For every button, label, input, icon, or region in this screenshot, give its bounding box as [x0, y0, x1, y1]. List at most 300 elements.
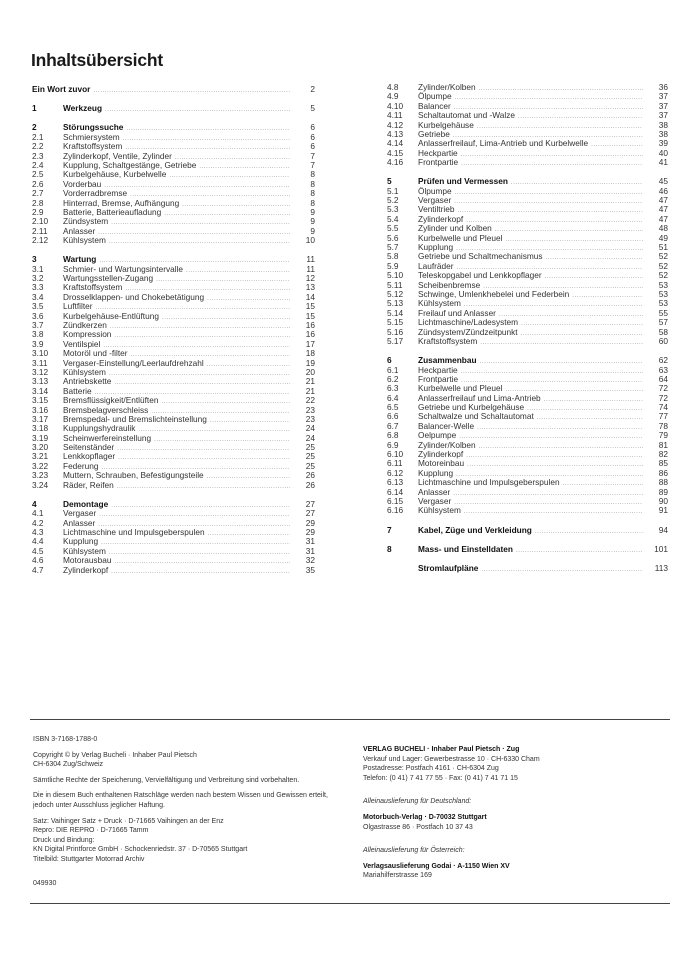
toc-entry-title: Zylinder/Kolben — [418, 82, 476, 92]
toc-entry-number: 6.14 — [387, 486, 404, 497]
toc-entry-page: 39 — [658, 138, 668, 149]
toc-entry-page: 101 — [654, 543, 668, 554]
toc-entry-number: 5.2 — [387, 195, 399, 206]
toc-entry-number: 6.12 — [387, 467, 404, 478]
toc-entry-title: Kraftstoffsystem — [63, 141, 123, 152]
toc-entry[interactable] — [32, 566, 315, 575]
toc-entry-title: Laufräder — [418, 260, 454, 271]
toc-entry[interactable] — [32, 481, 315, 490]
toc-entry-number: 1 — [32, 103, 37, 114]
toc-entry-number: 5.4 — [387, 213, 399, 224]
toc-entry-number: 2.1 — [32, 131, 44, 142]
toc-entry-page: 15 — [305, 301, 315, 312]
toc-entry-page: 31 — [305, 536, 315, 547]
toc-entry-title: Stromlaufpläne — [418, 562, 479, 573]
toc-entry[interactable] — [32, 85, 315, 94]
leader-dots — [461, 160, 643, 169]
toc-entry-page: 14 — [305, 291, 315, 302]
toc-entry-number: 6.4 — [387, 392, 399, 403]
toc-entry-number: 4.9 — [387, 91, 399, 102]
toc-entry-page: 31 — [305, 545, 315, 556]
toc-entry-number: 4.10 — [387, 100, 404, 111]
toc-entry-title: Kabel, Züge und Verkleidung — [418, 524, 532, 535]
toc-entry-number: 3.18 — [32, 423, 49, 434]
toc-entry-page: 52 — [658, 270, 668, 281]
leader-dots — [123, 135, 290, 144]
toc-section — [387, 83, 668, 168]
toc-entry-page: 52 — [658, 251, 668, 262]
cover-credit: Titelbild: Stuttgarter Motorrad Archiv — [33, 855, 145, 863]
toc-entry-page: 6 — [310, 141, 315, 152]
toc-entry-page: 10 — [305, 235, 315, 246]
toc-entry-number: 2.6 — [32, 178, 44, 189]
toc-entry-number: 2.3 — [32, 150, 44, 161]
toc-entry-page: 22 — [305, 395, 315, 406]
toc-entry-title: Motoreinbau — [418, 458, 465, 469]
toc-entry-page: 89 — [658, 486, 668, 497]
toc-entry-number: 3.12 — [32, 366, 49, 377]
toc-section — [387, 356, 668, 516]
leader-dots — [480, 358, 643, 367]
toc-entry-title: Schaltautomat und -Walze — [418, 110, 515, 121]
toc-entry-title: Anlasser — [418, 486, 451, 497]
toc-entry-title: Kurbelwelle und Pleuel — [418, 232, 503, 243]
toc-entry-page: 94 — [658, 524, 668, 535]
toc-right-column — [387, 83, 668, 583]
toc-entry-title: Kraftstoffsystem — [418, 335, 478, 346]
toc-entry-number: 6.11 — [387, 458, 403, 469]
leader-dots — [114, 558, 290, 567]
toc-entry-title: Federung — [63, 460, 99, 471]
toc-entry-number: 3.22 — [32, 460, 49, 471]
toc-entry-number: 5.10 — [387, 270, 404, 281]
toc-entry-page: 36 — [658, 82, 668, 92]
toc-entry-page: 72 — [658, 383, 668, 394]
toc-entry-title: Hinterrad, Bremse, Aufhängung — [63, 197, 180, 208]
toc-entry-title: Frontpartie — [418, 157, 459, 168]
leader-dots — [499, 311, 643, 320]
toc-entry-title: Getriebe und Kurbelgehäuse — [418, 402, 525, 413]
toc-entry-number: 2.12 — [32, 235, 49, 246]
toc-entry-title: Ölpumpe — [418, 185, 452, 196]
leader-dots — [114, 379, 290, 388]
toc-entry-title: Schwinge, Umlenkhebelei und Federbein — [418, 289, 570, 299]
toc-entry-number: 6.15 — [387, 496, 404, 506]
toc-entry-number: 3.15 — [32, 395, 49, 406]
leader-dots — [518, 113, 643, 122]
toc-entry-page: 58 — [658, 326, 668, 337]
toc-entry-page: 35 — [305, 564, 315, 575]
toc-entry-number: 4.6 — [32, 555, 44, 566]
leader-dots — [98, 229, 290, 238]
toc-entry-page: 13 — [305, 282, 315, 293]
leader-dots — [105, 106, 290, 115]
toc-entry-title: Zündkerzen — [63, 319, 107, 330]
toc-entry-page: 47 — [658, 213, 668, 224]
toc-entry-number: 6.6 — [387, 411, 399, 422]
toc-entry[interactable] — [32, 104, 315, 113]
toc-entry-number: 3 — [32, 254, 37, 265]
toc-entry-page: 25 — [305, 442, 315, 453]
toc-entry-number: 2.10 — [32, 216, 49, 227]
toc-entry-page: 37 — [658, 110, 668, 121]
toc-entry-page: 6 — [310, 122, 315, 133]
toc-section — [387, 545, 668, 554]
toc-entry-page: 88 — [658, 477, 668, 488]
toc-left-column — [32, 85, 315, 585]
leader-dots — [126, 125, 290, 134]
toc-entry-page: 86 — [658, 467, 668, 478]
toc-entry-number: 3.10 — [32, 348, 49, 359]
toc-entry-page: 38 — [658, 119, 668, 130]
toc-entry-page: 27 — [305, 498, 315, 509]
toc-entry-page: 90 — [658, 496, 668, 506]
toc-entry-title: Vorderbau — [63, 178, 102, 189]
toc-entry-page: 37 — [658, 91, 668, 102]
toc-entry-title: Vergaser — [418, 496, 452, 506]
toc-entry-title: Motoröl und -filter — [63, 348, 128, 359]
leader-dots — [467, 461, 643, 470]
toc-entry-page: 72 — [658, 392, 668, 403]
toc-entry-title: Werkzeug — [63, 103, 103, 114]
toc-entry-title: Kühlsystem — [63, 545, 106, 556]
leader-dots — [477, 123, 643, 132]
toc-entry-title: Schmier- und Wartungsintervalle — [63, 263, 184, 274]
leader-dots — [164, 210, 290, 219]
toc-entry-page: 29 — [305, 526, 315, 537]
printer: KN Digital Printforce GmbH · Schockenriedstr. 37 · D-70565 Stuttgart — [33, 846, 248, 854]
publisher-name: VERLAG BUCHELI · Inhaber Paul Pietsch · Zug — [363, 746, 520, 753]
toc-entry-number: 6.5 — [387, 402, 399, 413]
toc-entry-number: 3.4 — [32, 291, 44, 302]
toc-entry-title: Kurbelgehäuse — [418, 119, 474, 130]
toc-entry-page: 47 — [658, 204, 668, 215]
toc-entry-title: Demontage — [63, 498, 109, 509]
leader-dots — [521, 330, 643, 339]
toc-entry-title: Zylinderkopf — [418, 213, 464, 224]
toc-entry-number: 5.1 — [387, 185, 399, 196]
toc-entry-number: 3.9 — [32, 338, 44, 349]
toc-entry-title: Batterie — [63, 385, 92, 396]
toc-entry-title: Kupplung — [418, 467, 454, 478]
toc-entry-page: 29 — [305, 517, 315, 528]
toc-entry-number: 5.5 — [387, 223, 399, 234]
toc-entry-number: 8 — [387, 543, 392, 554]
toc-entry-title: Oelpumpe — [418, 430, 457, 441]
toc-entry-number: 2.11 — [32, 225, 48, 236]
toc-entry-title: Kraftstoffsystem — [63, 282, 123, 293]
toc-entry-title: Lichtmaschine und Impulsgeberspulen — [63, 526, 205, 537]
toc-entry-title: Zylinder/Kolben — [418, 439, 476, 450]
toc-entry-title: Kurbelgehäuse-Entlüftung — [63, 310, 159, 321]
toc-entry-title: Bremsflüssigkeit/Entlüften — [63, 395, 159, 406]
toc-entry-number: 5.16 — [387, 326, 404, 337]
toc-entry[interactable] — [387, 526, 668, 535]
toc-entry-title: Anlasserfreilauf und Lima-Antrieb — [418, 392, 541, 403]
toc-entry-page: 85 — [658, 458, 668, 469]
toc-entry-title: Ventiltrieb — [418, 204, 455, 215]
toc-entry-page: 81 — [658, 439, 668, 450]
leader-dots — [207, 295, 290, 304]
toc-entry-page: 25 — [305, 451, 315, 462]
toc-entry-number: 5.17 — [387, 335, 404, 346]
toc-entry-page: 20 — [305, 366, 315, 377]
toc-entry-page: 55 — [658, 307, 668, 318]
postal-address: Postadresse: Postfach 4161 · CH-6304 Zug — [363, 765, 499, 773]
toc-entry-page: 41 — [658, 157, 668, 168]
leader-dots — [544, 396, 643, 405]
toc-entry-number: 3.1 — [32, 263, 44, 274]
leader-dots — [477, 424, 643, 433]
toc-entry-number: 3.21 — [32, 451, 49, 462]
toc-entry-number: 6.7 — [387, 420, 399, 431]
toc-entry-title: Anlasser — [63, 517, 96, 528]
toc-entry-page: 91 — [658, 505, 668, 516]
toc-entry-title: Vergaser — [418, 195, 452, 206]
toc-entry-page: 53 — [658, 289, 668, 299]
leader-dots — [479, 443, 643, 452]
toc-entry-page: 38 — [658, 128, 668, 139]
toc-entry-page: 16 — [305, 329, 315, 340]
toc-entry[interactable] — [387, 564, 668, 573]
toc-entry-number: 3.8 — [32, 329, 44, 340]
austria-distributor: Verlagsauslieferung Godai · A-1150 Wien XV — [363, 862, 510, 870]
toc-entry-page: 17 — [305, 338, 315, 349]
toc-entry-page: 23 — [305, 413, 315, 424]
toc-entry-page: 9 — [310, 225, 315, 236]
toc-entry-page: 11 — [306, 254, 315, 265]
toc-entry-page: 37 — [658, 100, 668, 111]
toc-entry-page: 15 — [305, 310, 315, 321]
toc-entry-number: 5.12 — [387, 289, 404, 299]
toc-entry-title: Getriebe und Schaltmechanismus — [418, 251, 543, 262]
toc-entry-page: 78 — [658, 420, 668, 431]
toc-entry-page: 6 — [310, 131, 315, 142]
toc-entry-number: 4.13 — [387, 128, 404, 139]
leader-dots — [535, 528, 643, 537]
toc-entry-title: Ventilspiel — [63, 338, 101, 349]
toc-entry-page: 21 — [305, 376, 315, 387]
toc-entry-title: Kupplungshydraulik — [63, 423, 136, 434]
toc-entry-number: 3.5 — [32, 301, 44, 312]
isbn: ISBN 3-7168-1788-0 — [33, 736, 98, 743]
toc-entry-title: Kühlsystem — [418, 505, 461, 516]
toc-entry-page: 48 — [658, 223, 668, 234]
leader-dots — [505, 236, 643, 245]
toc-entry-page: 5 — [310, 103, 315, 114]
toc-entry-number: 6 — [387, 355, 392, 366]
toc-entry-page: 11 — [306, 263, 315, 274]
toc-entry-number: 6.8 — [387, 430, 399, 441]
toc-entry-page: 8 — [310, 169, 315, 180]
toc-entry[interactable] — [32, 236, 315, 245]
toc-entry-title: Balancer — [418, 100, 451, 111]
toc-entry-number: 5.14 — [387, 307, 404, 318]
typesetting: Satz: Vaihinger Satz + Druck · D-71665 Vaihingen an der Enz — [33, 817, 224, 825]
leader-dots — [591, 141, 643, 150]
toc-entry-page: 25 — [305, 460, 315, 471]
leader-dots — [103, 342, 290, 351]
toc-entry-number: 3.16 — [32, 404, 49, 415]
toc-entry-number: 4.16 — [387, 157, 404, 168]
toc-section — [32, 123, 315, 245]
toc-entry-number: 4.5 — [32, 545, 44, 556]
germany-address: Olgastrasse 86 · Postfach 10 37 43 — [363, 823, 473, 831]
toc-entry-title: Kurbelgehäuse, Kurbelwelle — [63, 169, 167, 180]
toc-entry-title: Muttern, Schrauben, Befestigungsteile — [63, 470, 204, 481]
toc-entry-page: 113 — [654, 562, 668, 573]
leader-dots — [453, 490, 643, 499]
leader-dots — [109, 549, 290, 558]
toc-entry-number: 4.8 — [387, 82, 399, 92]
toc-entry-title: Lichtmaschine/Ladesystem — [418, 317, 519, 328]
toc-entry[interactable] — [387, 506, 668, 515]
toc-entry-title: Heckpartie — [418, 364, 458, 375]
toc-entry-number: 3.7 — [32, 319, 44, 330]
toc-entry-number: 7 — [387, 524, 392, 535]
leader-dots — [546, 254, 643, 263]
toc-entry-number: 3.3 — [32, 282, 44, 293]
toc-entry-number: 5.11 — [387, 279, 403, 290]
toc-section — [387, 564, 668, 573]
leader-dots — [521, 320, 643, 329]
toc-entry-title: Kupplung — [63, 536, 99, 547]
leader-dots — [154, 436, 290, 445]
toc-entry-number: 5.8 — [387, 251, 399, 262]
toc-entry-title: Bremsbelagverschleiss — [63, 404, 149, 415]
toc-entry-number: 5.6 — [387, 232, 399, 243]
leader-dots — [186, 267, 290, 276]
toc-entry-title: Ein Wort zuvor — [32, 84, 91, 94]
toc-entry-page: 77 — [658, 411, 668, 422]
leader-dots — [572, 292, 643, 301]
leader-dots — [563, 480, 643, 489]
rights-notice: Sämtliche Rechte der Speicherung, Vervielfältigung und Verbreitung sind vorbehalten. — [33, 776, 300, 784]
toc-entry-number: 4.15 — [387, 147, 404, 158]
toc-entry-title: Vergaser — [63, 508, 97, 519]
toc-entry-number: 3.14 — [32, 385, 49, 396]
toc-entry-title: Zylinderkopf — [418, 449, 464, 460]
toc-entry-page: 49 — [658, 232, 668, 243]
toc-entry-page: 8 — [310, 178, 315, 189]
toc-entry-title: Schaltwalze und Schaltautomat — [418, 411, 534, 422]
toc-entry-title: Lenkkopflager — [63, 451, 116, 462]
toc-entry[interactable] — [387, 545, 668, 554]
toc-entry-number: 4.4 — [32, 536, 44, 547]
leader-dots — [516, 547, 643, 556]
toc-entry-page: 82 — [658, 449, 668, 460]
toc-entry-title: Kupplung, Schaltgestänge, Getriebe — [63, 159, 197, 170]
toc-entry-page: 7 — [310, 150, 315, 161]
leader-dots — [110, 323, 290, 332]
toc-entry-number: 2.4 — [32, 159, 44, 170]
toc-entry-page: 64 — [658, 373, 668, 384]
leader-dots — [199, 163, 290, 172]
leader-dots — [481, 566, 643, 575]
toc-entry-title: Anlasserfreilauf, Lima-Antrieb und Kurbelwelle — [418, 138, 589, 149]
leader-dots — [111, 502, 290, 511]
toc-entry-page: 45 — [658, 176, 668, 187]
toc-entry-page: 26 — [305, 470, 315, 481]
toc-entry-page: 12 — [305, 273, 315, 284]
toc-entry-title: Antriebskette — [63, 376, 112, 387]
toc-entry-page: 18 — [305, 348, 315, 359]
phone-fax: Telefon: (0 41) 7 41 77 55 · Fax: (0 41) 7 41 71 15 — [363, 774, 518, 782]
toc-entry-title: Wartungsstellen-Zugang — [63, 273, 154, 284]
leader-dots — [537, 414, 643, 423]
toc-entry-page: 7 — [310, 159, 315, 170]
leader-dots — [99, 511, 290, 520]
disclaimer-line-2: jedoch unter Ausschluss jeglicher Haftung. — [33, 801, 165, 809]
toc-entry-page: 53 — [658, 279, 668, 290]
leader-dots — [161, 398, 290, 407]
toc-entry[interactable] — [387, 337, 668, 346]
germany-distribution-label: Alleinauslieferung für Deutschland: — [363, 798, 472, 806]
toc-entry-number: 3.19 — [32, 432, 49, 443]
toc-entry-title: Zylinderkopf — [63, 564, 109, 575]
toc-entry-title: Bremspedal- und Bremslichteinstellung — [63, 413, 207, 424]
leader-dots — [461, 368, 643, 377]
toc-entry-number: 3.2 — [32, 273, 44, 284]
toc-entry-number: 3.23 — [32, 470, 49, 481]
toc-entry-title: Kühlsystem — [418, 298, 461, 309]
copyright-line-2: CH-6304 Zug/Schweiz — [33, 761, 104, 769]
leader-dots — [162, 314, 290, 323]
toc-entry-title: Wartung — [63, 254, 97, 265]
leader-dots — [117, 483, 290, 492]
sales-address: Verkauf und Lager: Gewerbestrasse 10 · CH-6330 Cham — [363, 755, 540, 763]
toc-entry-number: 5 — [387, 176, 392, 187]
toc-entry-page: 32 — [305, 555, 315, 566]
toc-entry-number: 6.13 — [387, 477, 404, 488]
leader-dots — [104, 182, 290, 191]
toc-entry-number: 6.1 — [387, 364, 399, 375]
toc-entry-page: 74 — [658, 402, 668, 413]
austria-distribution-label: Alleinauslieferung für Österreich: — [363, 847, 465, 855]
leader-dots — [466, 217, 643, 226]
toc-entry-title: Störungssuche — [63, 122, 124, 133]
print-label: Druck und Bindung: — [33, 836, 95, 844]
bottom-divider — [30, 903, 670, 904]
copyright-line-1: Copyright © by Verlag Bucheli · Inhaber Paul Pietsch — [33, 751, 197, 759]
toc-entry-number: 2.5 — [32, 169, 44, 180]
toc-entry-page: 63 — [658, 364, 668, 375]
leader-dots — [455, 94, 643, 103]
toc-entry-page: 57 — [658, 317, 668, 328]
toc-entry-title: Teleskopgabel und Lenkkopflager — [418, 270, 542, 281]
toc-entry-number: 3.13 — [32, 376, 49, 387]
toc-entry[interactable] — [387, 158, 668, 167]
leader-dots — [207, 361, 290, 370]
toc-entry-page: 27 — [305, 508, 315, 519]
toc-entry-page: 24 — [305, 432, 315, 443]
toc-entry-title: Zusammenbau — [418, 355, 477, 366]
leader-dots — [511, 179, 643, 188]
toc-entry-title: Vorderradbremse — [63, 188, 128, 199]
leader-dots — [114, 332, 290, 341]
toc-entry-number: 5.3 — [387, 204, 399, 215]
leader-dots — [207, 473, 290, 482]
toc-entry-page: 8 — [310, 197, 315, 208]
toc-entry-number: 2 — [32, 122, 37, 133]
toc-entry-number: 2.9 — [32, 206, 44, 217]
leader-dots — [111, 219, 290, 228]
toc-section — [32, 500, 315, 575]
toc-entry-page: 16 — [305, 319, 315, 330]
toc-entry-title: Zylinderkopf, Ventile, Zylinder — [63, 150, 172, 161]
toc-entry-number: 4.2 — [32, 517, 44, 528]
toc-entry-number: 2.2 — [32, 141, 44, 152]
